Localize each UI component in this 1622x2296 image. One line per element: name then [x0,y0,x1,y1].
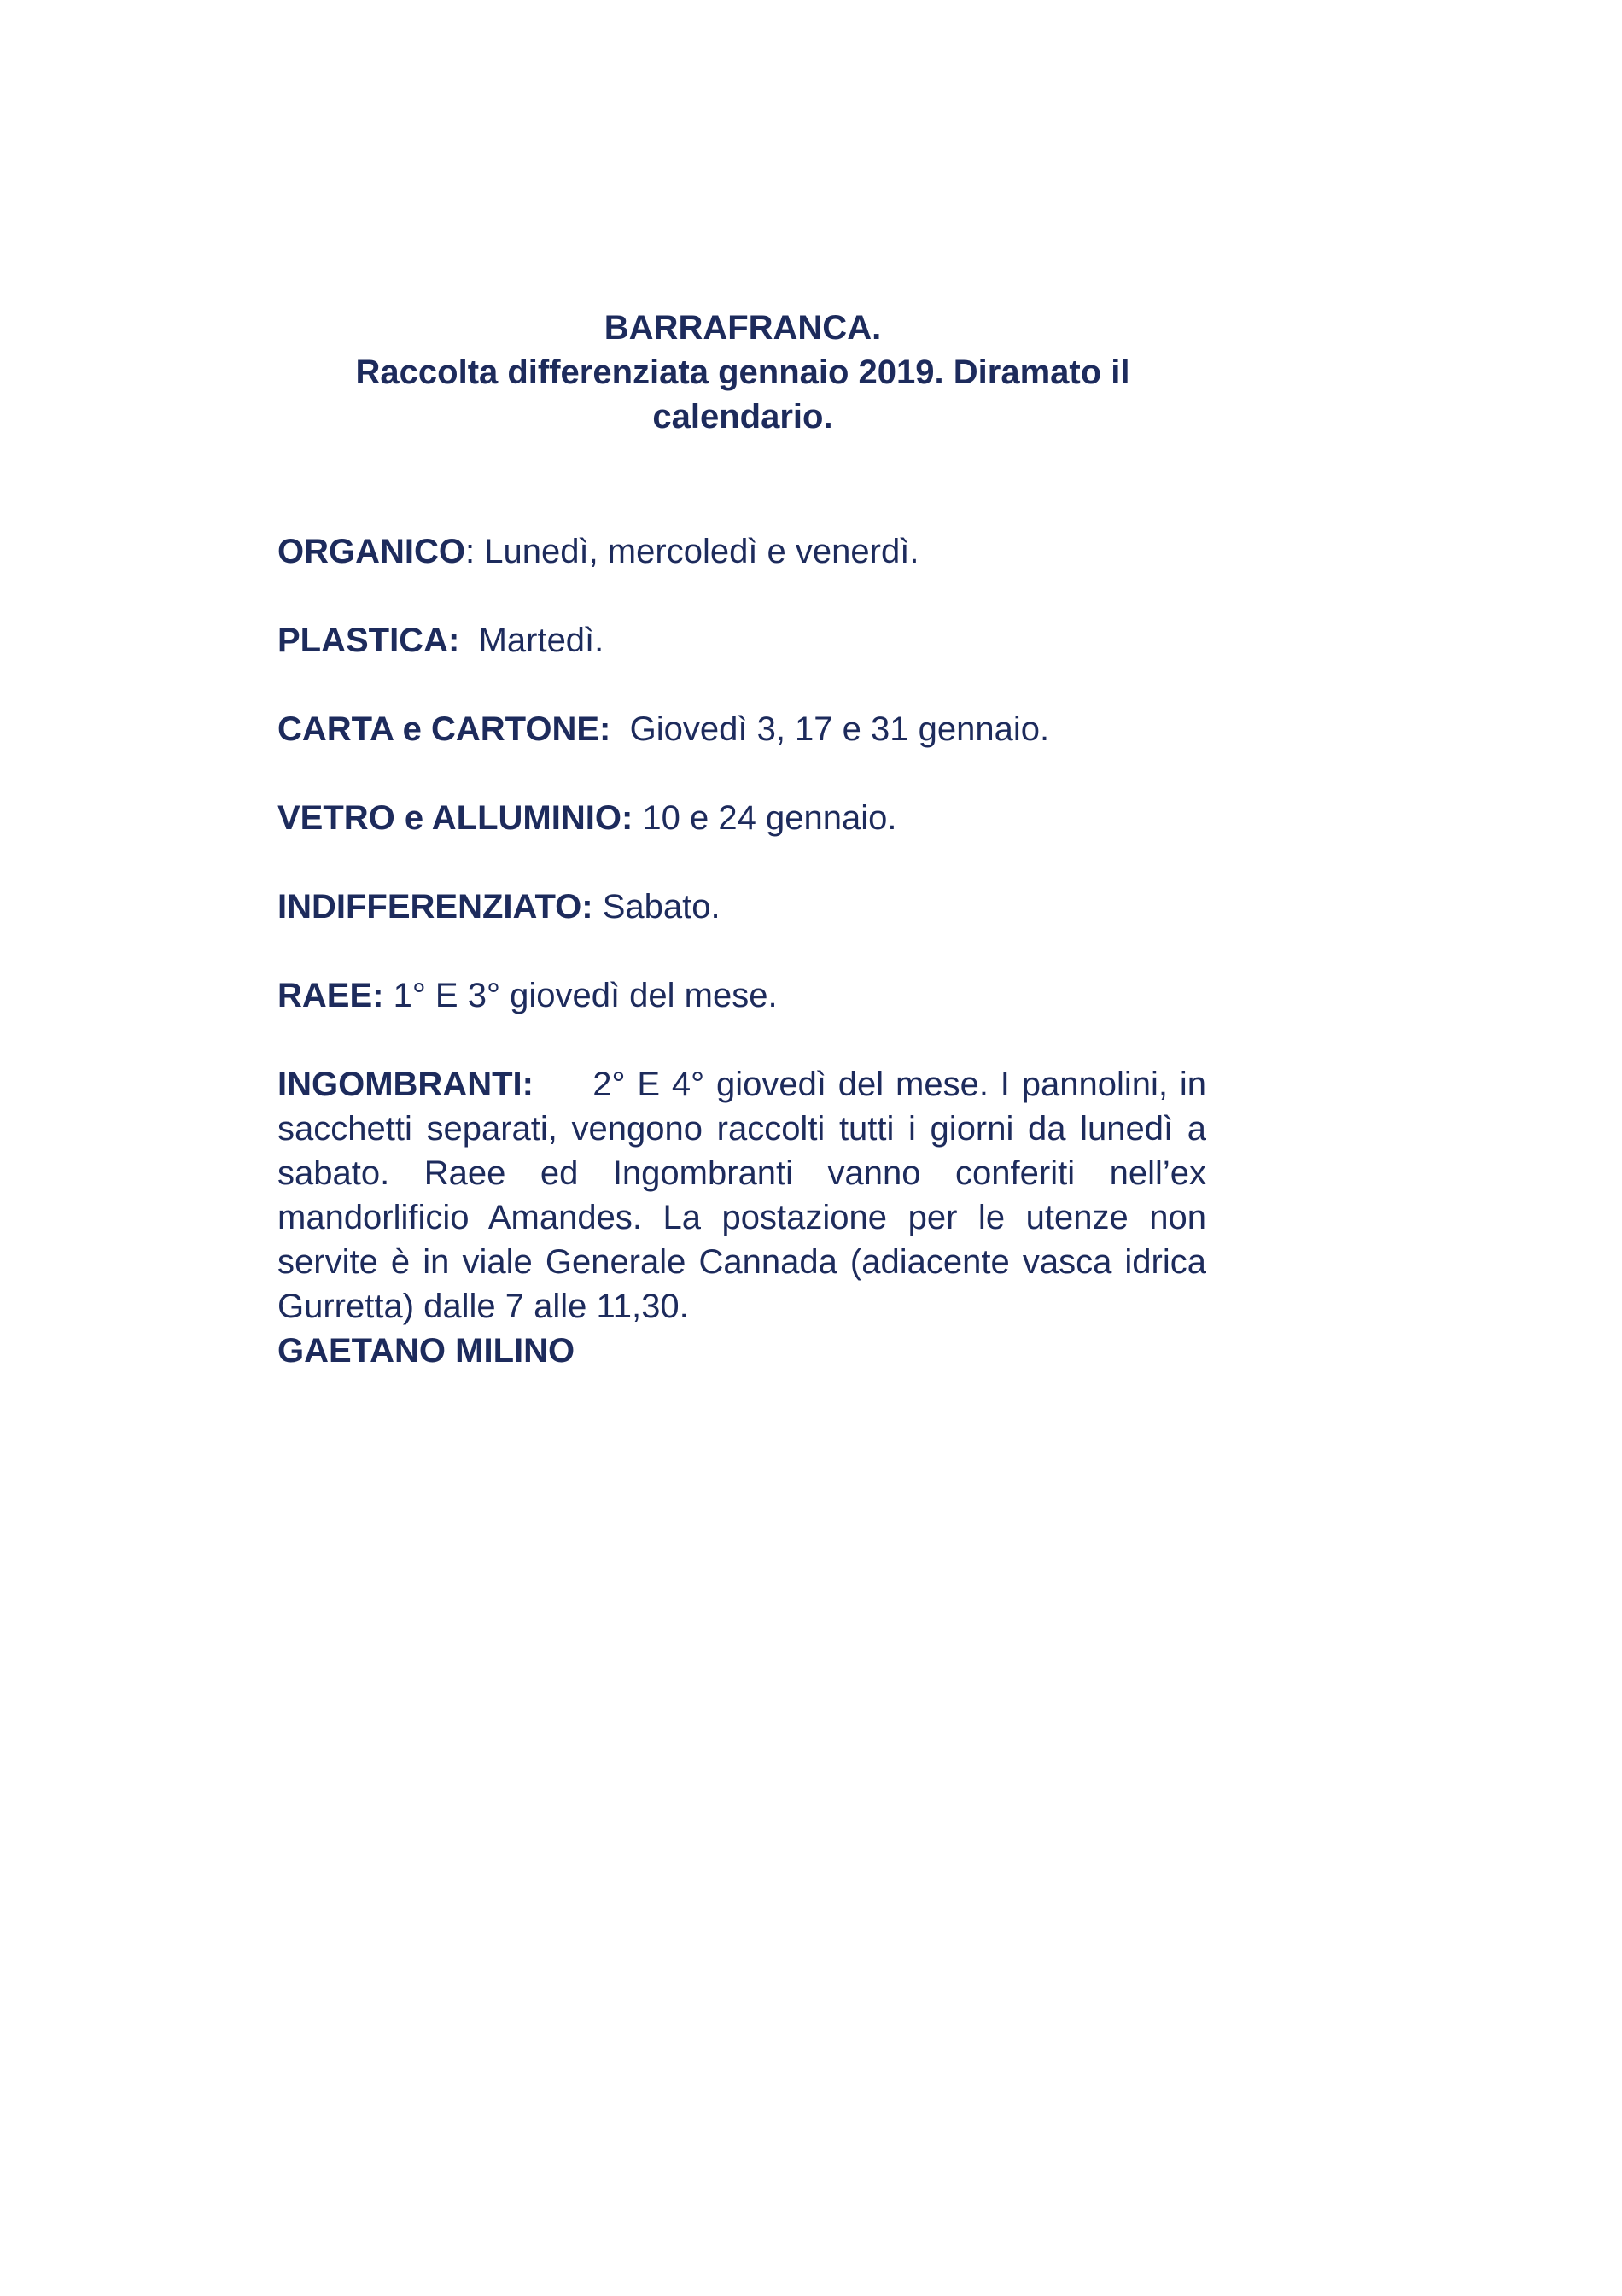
entry-text: Lunedì, mercoledì e venerdì. [484,533,919,570]
entry-separator [633,799,642,837]
schedule-entry-indifferenziato [277,885,1206,929]
ingombranti-paragraph [277,1062,1206,1329]
schedule-entry-organico [277,529,1206,574]
schedule-entry-carta [277,707,1206,751]
schedule-entry-raee [277,973,1206,1018]
title-line-1: BARRAFRANCA. [604,309,882,347]
entry-text: Sabato. [602,888,721,926]
document-title [277,306,1208,439]
entry-separator [383,977,393,1014]
ingombranti-text: 2° E 4° giovedì del mese. I pannolini, in sacchetti separati, vengono raccolti tutti i giorni da lunedì a sabato. Raee ed Ingombranti vanno conferiti nell’ex mandorlificio Amandes. La postazione per le utenze non servite è in viale Generale Cannada (adiacente vasca idrica Gurretta) dalle 7 alle 11,30. [277,1066,1206,1325]
entry-label: VETRO e ALLUMINIO: [277,799,633,837]
entry-separator [610,710,629,748]
entry-label: ORGANICO [277,533,465,570]
entry-text: Giovedì 3, 17 e 31 gennaio. [629,710,1050,748]
entry-separator [459,622,478,659]
author-signature: GAETANO MILINO [277,1332,575,1370]
schedule-entry-plastica [277,618,1206,663]
ingombranti-label: INGOMBRANTI: [277,1066,534,1103]
entry-label: CARTA e CARTONE: [277,710,611,748]
entry-text: 10 e 24 gennaio. [642,799,897,837]
entry-label: INDIFFERENZIATO: [277,888,593,926]
entry-label: PLASTICA: [277,622,460,659]
title-line-3: calendario. [652,398,833,435]
entry-separator [593,888,603,926]
entry-text: Martedì. [478,622,604,659]
entry-label: RAEE: [277,977,384,1014]
entry-text: 1° E 3° giovedì del mese. [393,977,778,1014]
title-line-2: Raccolta differenziata gennaio 2019. Diramato il [355,353,1130,391]
entry-separator: : [465,533,485,570]
schedule-content [277,529,1206,1373]
schedule-entry-vetro [277,796,1206,840]
